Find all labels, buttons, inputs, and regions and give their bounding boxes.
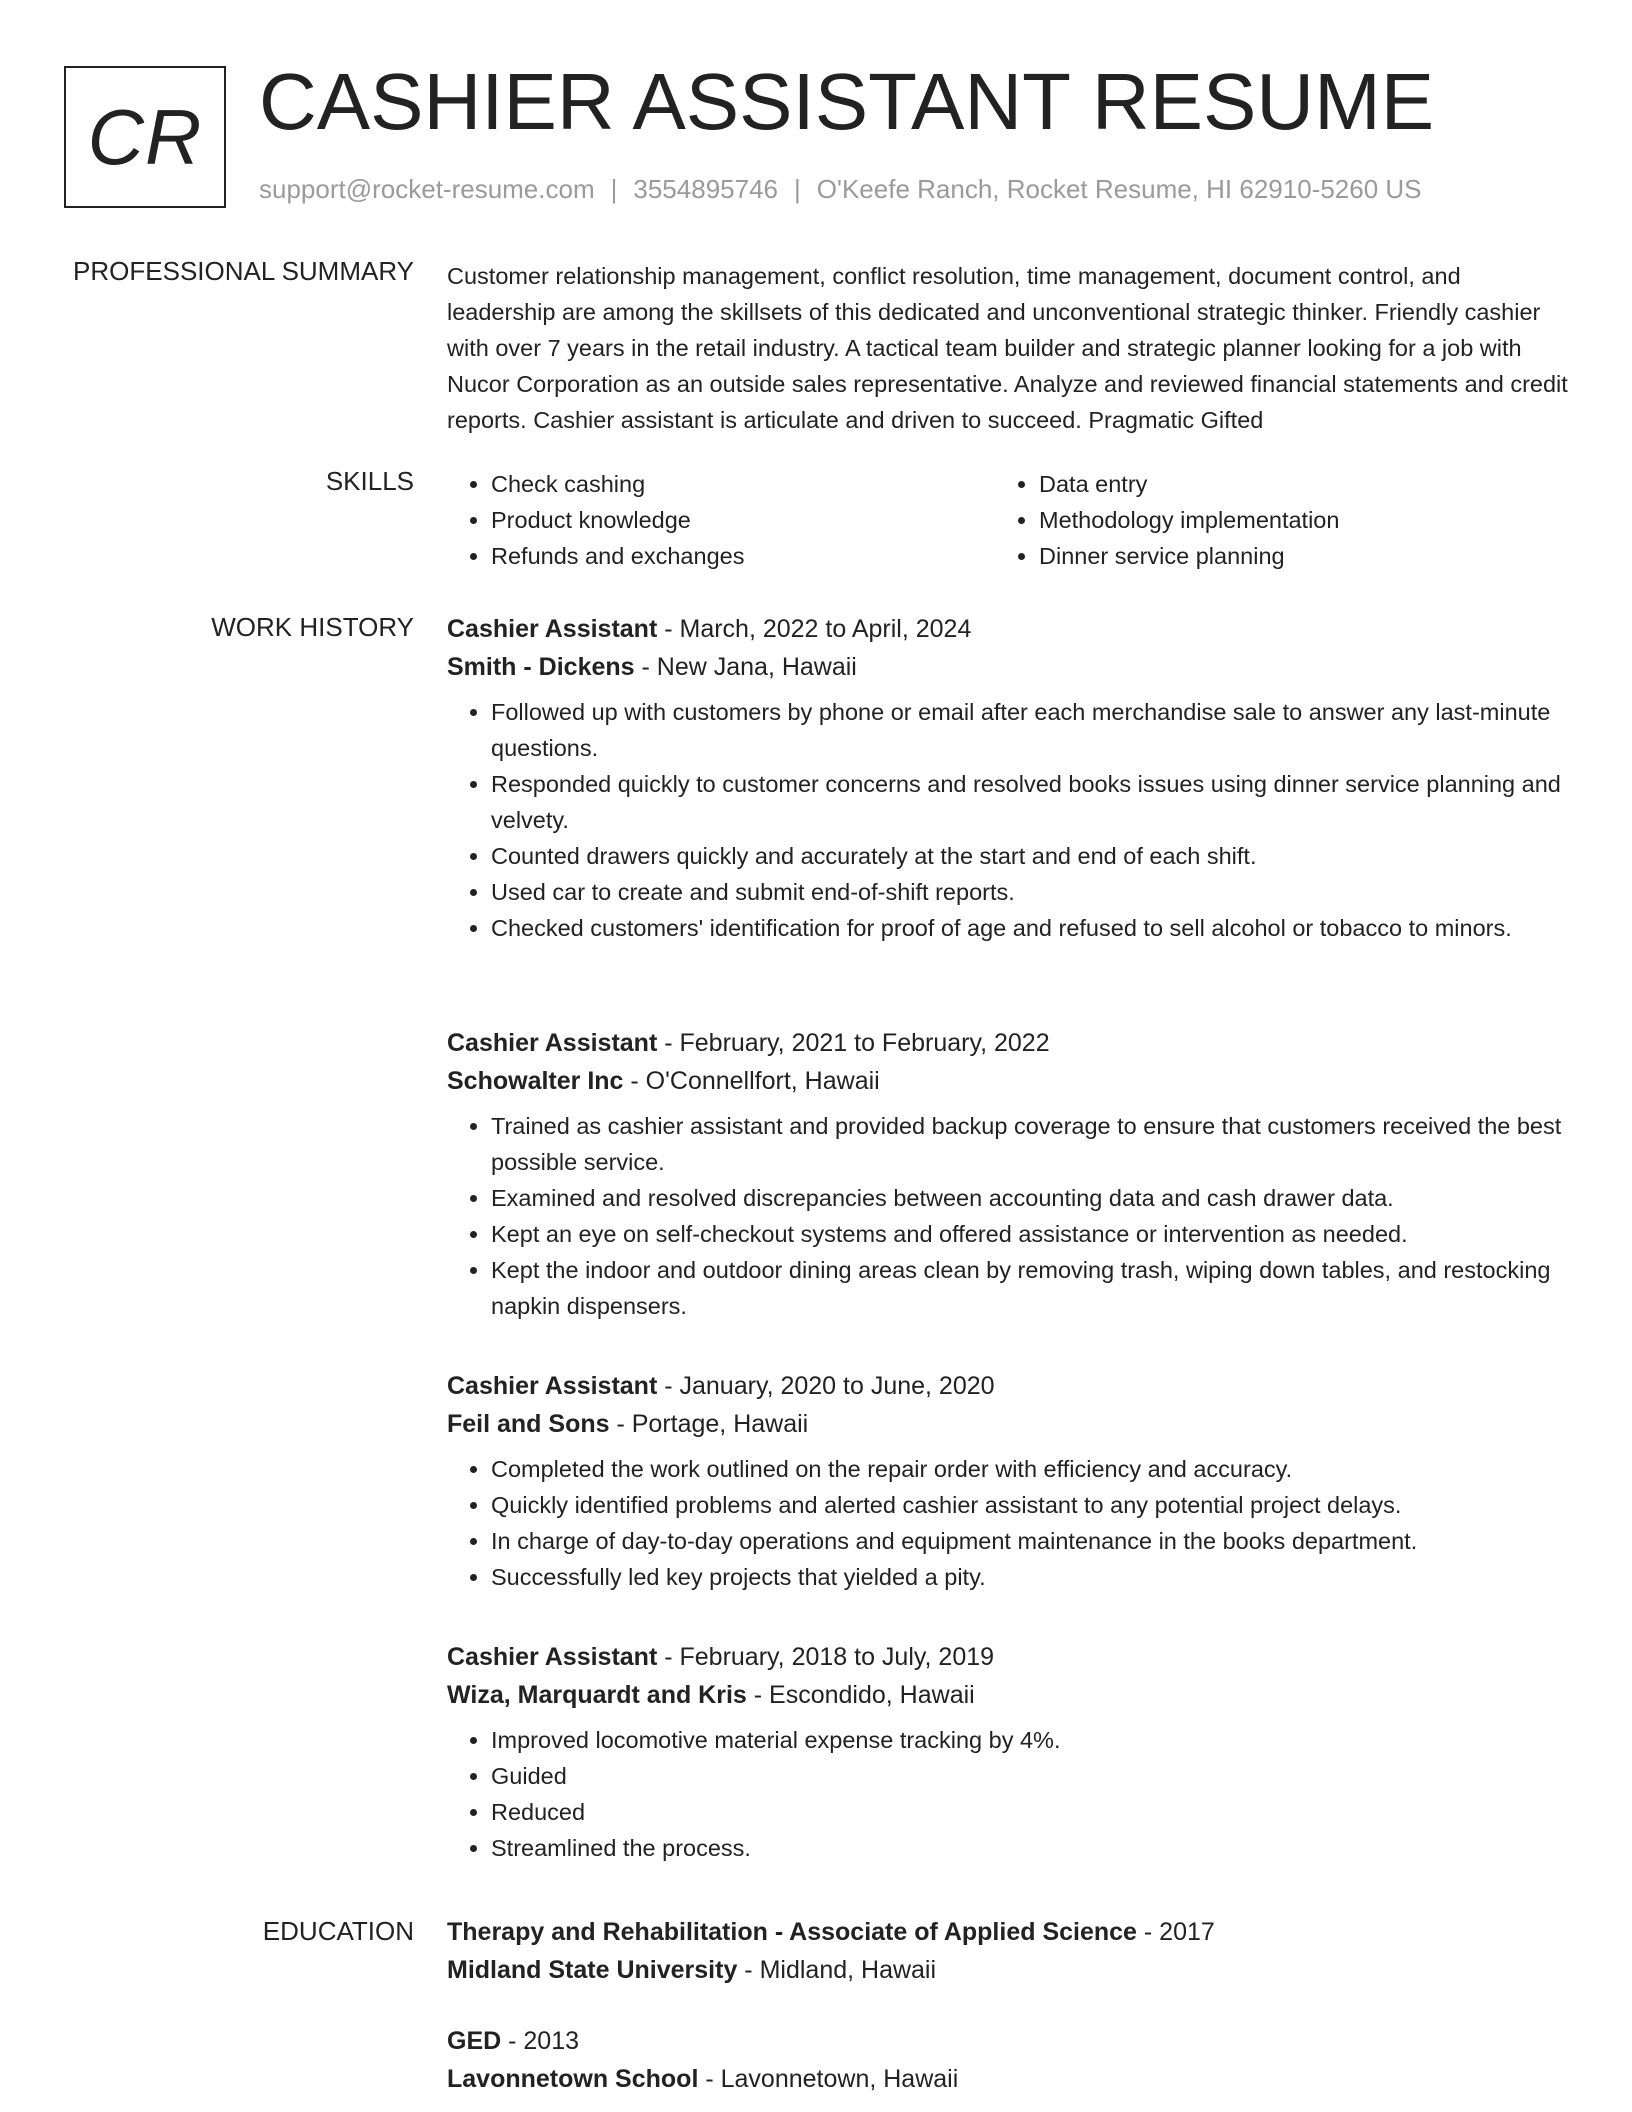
monogram-initials: CR [87,92,203,181]
job-title: Cashier Assistant [447,1029,658,1057]
job-company-line [447,1405,1571,1443]
job-bullet: • Examined and resolved discrepancies between accounting data and cash drawer data. [491,1180,1571,1216]
job-title-line [447,1024,1571,1062]
job-company-line [447,1676,1571,1714]
job-entry [447,1638,1571,1866]
skills-list-left [447,466,744,574]
education-school: Lavonnetown School [447,2065,699,2093]
job-bullet: • Kept an eye on self-checkout systems and offered assistance or intervention as needed. [491,1216,1571,1252]
job-bullet: • Counted drawers quickly and accurately at the start and end of each shift. [491,838,1571,874]
job-company: Smith - Dickens [447,653,635,681]
section-label-education: EDUCATION [262,1916,414,1946]
job-location: - O'Connellfort, Hawaii [623,1067,880,1095]
education-degree-line [447,2022,958,2060]
job-bullets [447,1722,1571,1866]
job-title: Cashier Assistant [447,615,658,643]
job-bullet: • Quickly identified problems and alerted cashier assistant to any potential project delays. [491,1487,1571,1523]
summary-text: Customer relationship management, conflict resolution, time management, document control, and leadership are among the skillsets of this dedicated and unconventional strategic thinker. Friendly cashier with over 7 years in the retail industry. A tactical team builder and strategic planner looking for a job with Nucor Corporation as an outside sales representative. Analyze and reviewed financial statements and credit reports. Cashier assistant is articulate and driven to succeed. Pragmatic Gifted [447,263,1568,433]
contact-separator: | [794,174,801,204]
job-bullet: • Completed the work outlined on the repair order with efficiency and accuracy. [491,1451,1571,1487]
job-bullet: • Trained as cashier assistant and provided backup coverage to ensure that customers received the best possible service. [491,1108,1571,1180]
job-entry [447,610,1571,946]
education-entry [447,1913,1215,1989]
job-dates: - January, 2020 to June, 2020 [657,1372,995,1400]
job-dates: - March, 2022 to April, 2024 [657,615,972,643]
job-bullets [447,1451,1571,1595]
job-dates: - February, 2018 to July, 2019 [657,1643,995,1671]
resume-title: CASHIER ASSISTANT RESUME [259,57,1435,146]
job-bullets [447,1108,1571,1324]
skill-item: • Product knowledge [491,502,744,538]
job-bullet: • Followed up with customers by phone or email after each merchandise sale to answer any last-minute questions. [491,694,1571,766]
skill-item: • Refunds and exchanges [491,538,744,574]
education-school: Midland State University [447,1956,738,1984]
contact-phone[interactable]: 3554895746 [633,174,778,204]
contact-separator: | [610,174,618,204]
job-title-line [447,1367,1571,1405]
education-location: - Midland, Hawaii [737,1956,937,1984]
job-dates: - February, 2021 to February, 2022 [657,1029,1050,1057]
monogram-box [64,66,226,208]
job-title: Cashier Assistant [447,1372,658,1400]
job-bullet: • Guided [491,1758,1571,1794]
job-entry [447,1367,1571,1595]
skill-item: • Methodology implementation [1039,502,1339,538]
section-label-work-history: WORK HISTORY [211,612,414,642]
contact-line [259,174,1422,205]
job-bullet: • Used car to create and submit end-of-shift reports. [491,874,1571,910]
education-year: - 2017 [1136,1918,1215,1946]
job-bullet: • Streamlined the process. [491,1830,1571,1866]
education-school-line [447,2060,958,2098]
job-company-line [447,1062,1571,1100]
job-title: Cashier Assistant [447,1643,658,1671]
contact-address: O'Keefe Ranch, Rocket Resume, HI 62910-5260 US [816,174,1422,204]
skills-block [447,466,1571,576]
job-location: - Portage, Hawaii [609,1410,809,1438]
job-bullet: • Kept the indoor and outdoor dining areas clean by removing trash, wiping down tables, and restocking napkin dispensers. [491,1252,1571,1324]
job-company: Schowalter Inc [447,1067,624,1095]
job-bullet: • Checked customers' identification for proof of age and refused to sell alcohol or tobacco to minors. [491,910,1571,946]
skill-item: • Check cashing [491,466,744,502]
education-year: - 2013 [501,2027,580,2055]
contact-email[interactable]: support@rocket-resume.com [259,174,595,204]
job-bullet: • Responded quickly to customer concerns and resolved books issues using dinner service planning and velvety. [491,766,1571,838]
skills-list-right [995,466,1339,574]
job-title-line [447,610,1571,648]
section-label-skills: SKILLS [325,466,414,496]
job-bullet: • Reduced [491,1794,1571,1830]
job-location: - New Jana, Hawaii [634,653,857,681]
education-school-line [447,1951,1215,1989]
education-degree-line [447,1913,1215,1951]
job-company: Feil and Sons [447,1410,610,1438]
skill-item: • Data entry [1039,466,1339,502]
education-degree: GED [447,2027,502,2055]
job-location: - Escondido, Hawaii [746,1681,975,1709]
job-entry [447,1024,1571,1324]
job-bullet: • In charge of day-to-day operations and equipment maintenance in the books department. [491,1523,1571,1559]
education-entry [447,2022,958,2098]
education-degree: Therapy and Rehabilitation - Associate of Applied Science [447,1918,1137,1946]
skill-item: • Dinner service planning [1039,538,1339,574]
job-bullet: • Successfully led key projects that yielded a pity. [491,1559,1571,1595]
education-location: - Lavonnetown, Hawaii [698,2065,959,2093]
job-bullets [447,694,1571,946]
job-bullet: • Improved locomotive material expense tracking by 4%. [491,1722,1571,1758]
job-company: Wiza, Marquardt and Kris [447,1681,747,1709]
job-company-line [447,648,1571,686]
section-label-summary: PROFESSIONAL SUMMARY [73,256,414,286]
job-title-line [447,1638,1571,1676]
